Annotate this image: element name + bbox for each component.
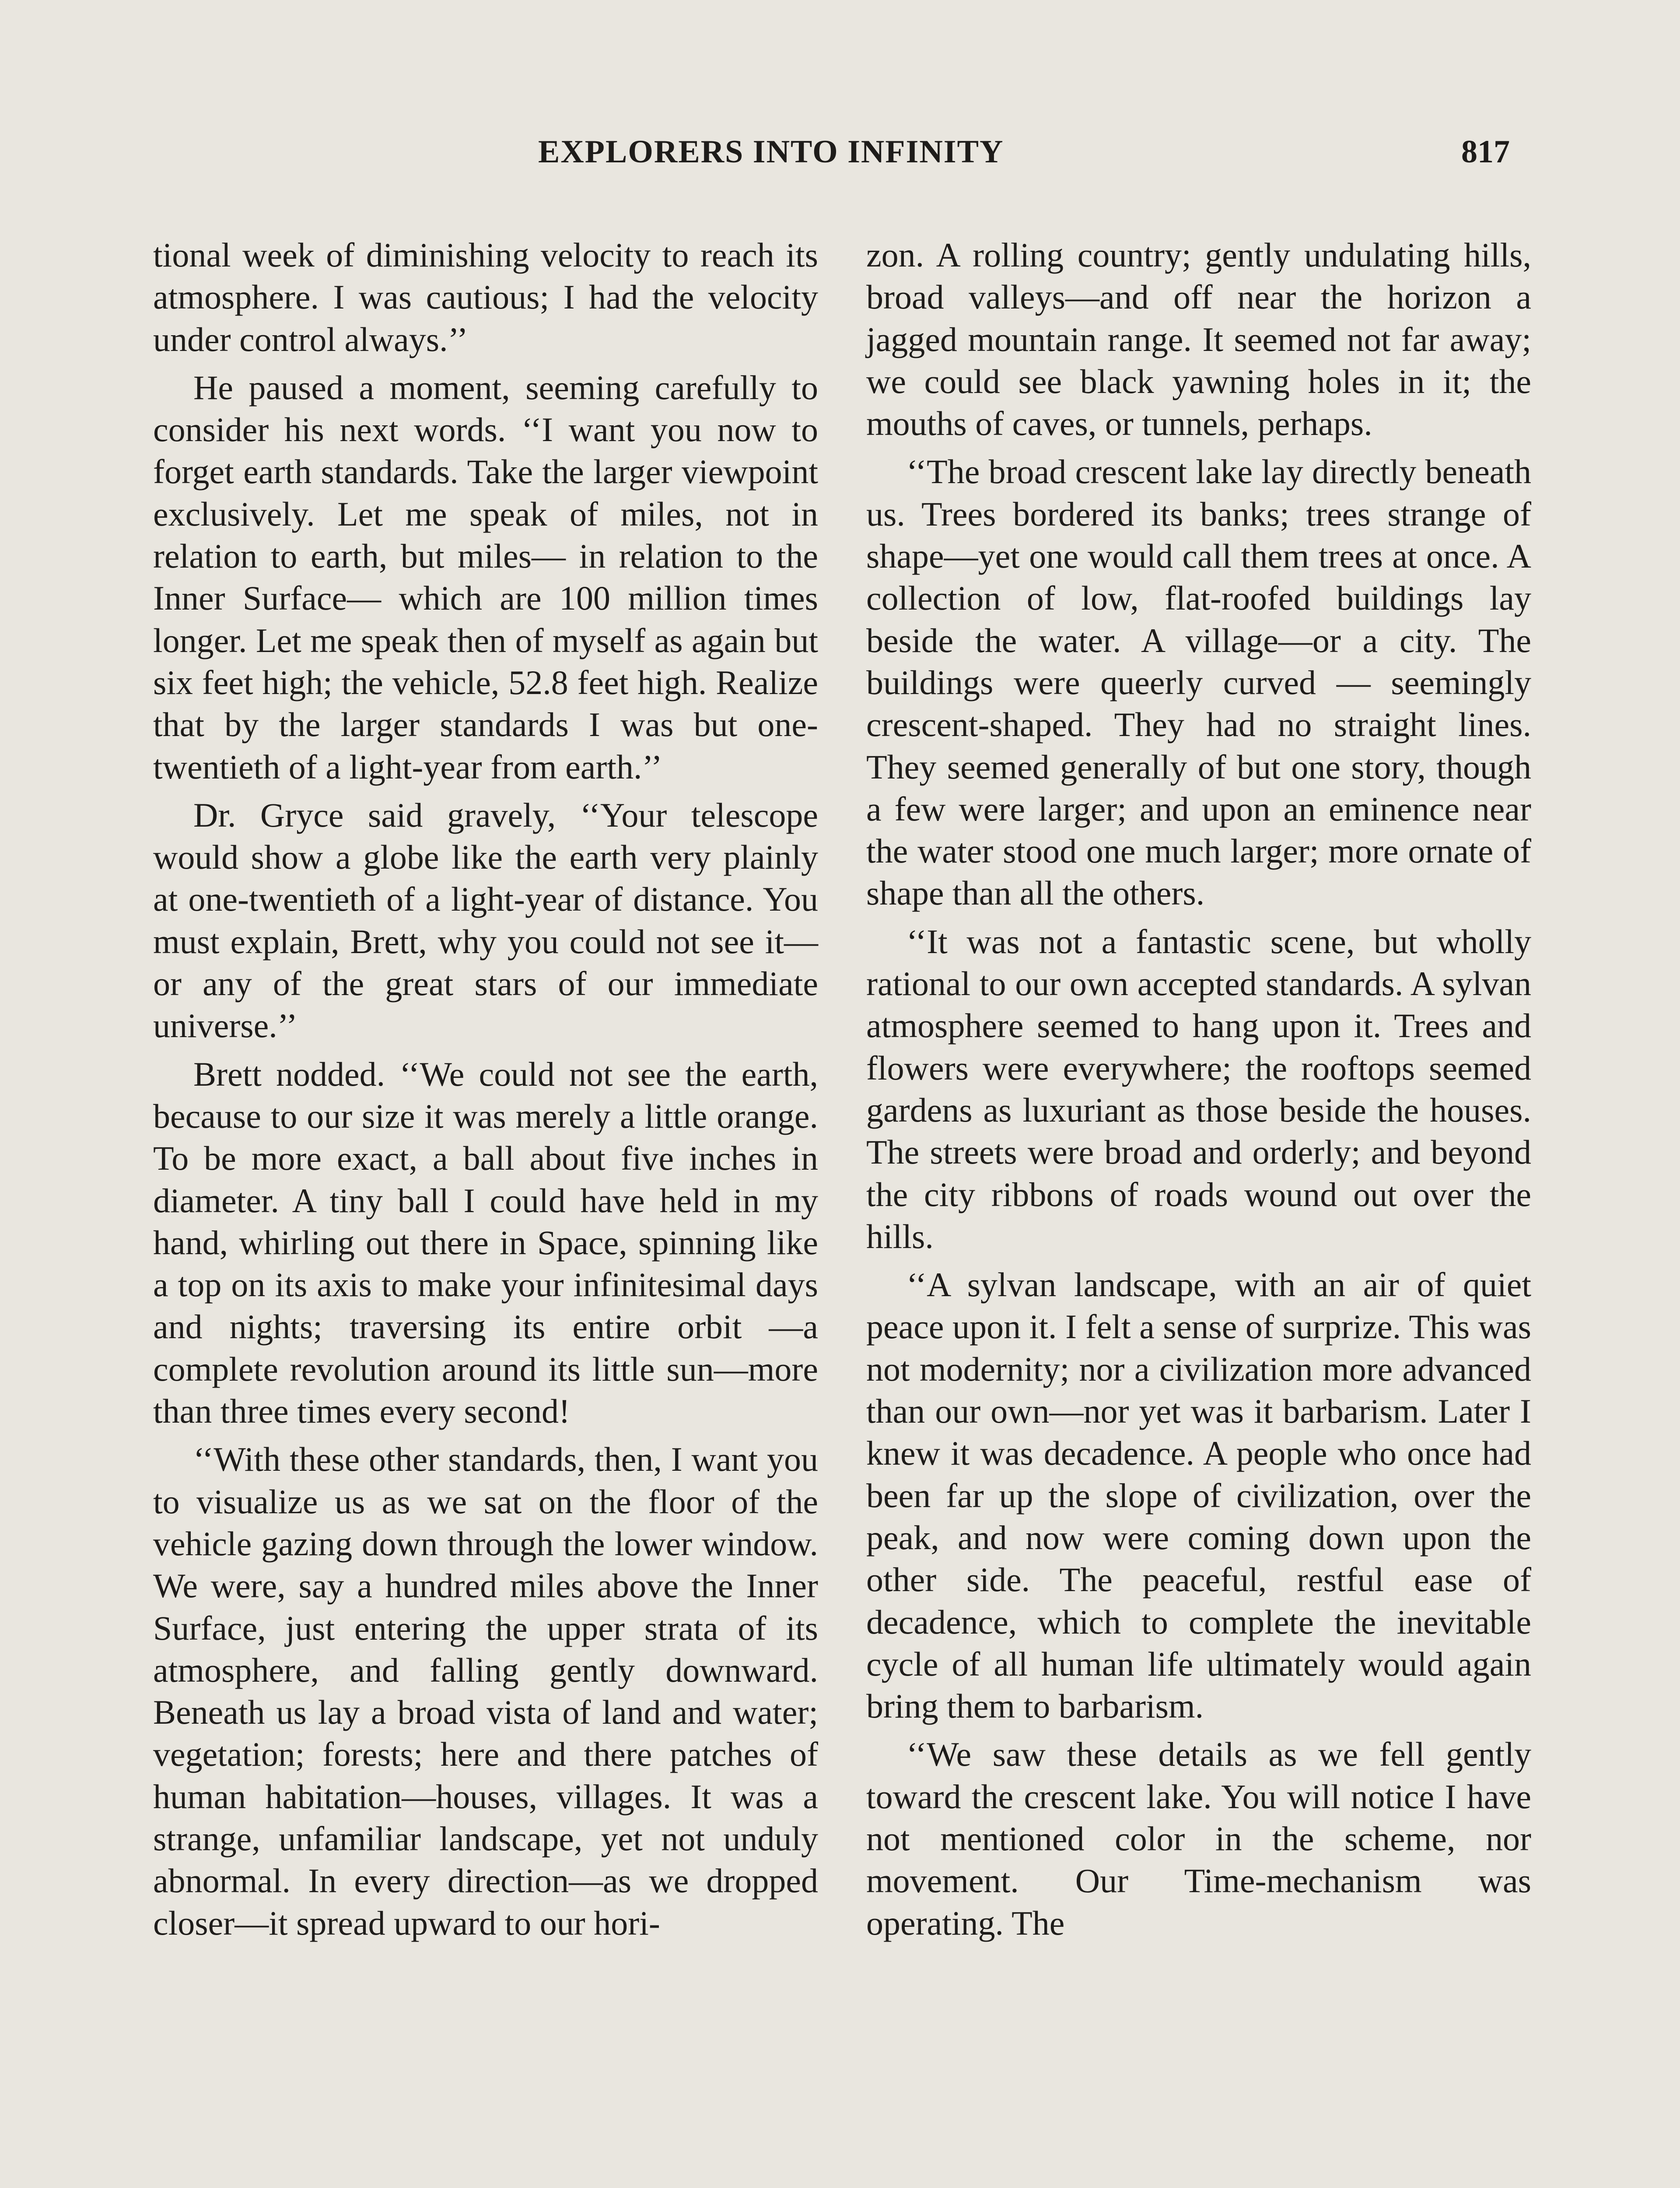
running-title: EXPLORERS INTO INFINITY xyxy=(538,134,1004,170)
paragraph: Dr. Gryce said gravely, ‘‘Your telescope would show a globe like the earth very plainly at one-twentieth of a light-year of distance. You must explain, Brett, why you could not see it—or any of the great stars of our immediate universe.’’ xyxy=(153,796,818,1045)
right-column xyxy=(866,234,1531,1950)
paragraph: ‘‘We saw these details as we fell gently toward the crescent lake. You will notice I have not mentioned color in the scheme, nor movement. Our Time-mechanism was operating. The xyxy=(866,1735,1531,1942)
left-column xyxy=(153,234,818,1950)
paragraph: He paused a moment, seeming carefully to consider his next words. ‘‘I want you now to forget earth standards. Take the larger viewpoint exclusively. Let me speak of miles, not in relation to earth, but miles— in relation to the Inner Surface— which are 100 million times longer. Let me speak then of myself as again but six feet high; the vehicle, 52.8 feet high. Realize that by the larger standards I was but one-twentieth of a light-year from earth.’’ xyxy=(153,368,818,786)
paragraph: ‘‘A sylvan landscape, with an air of quiet peace upon it. I felt a sense of surprize. This was not modernity; nor a civilization more advanced than our own—nor yet was it barbarism. Later I knew it was decadence. A people who once had been far up the slope of civilization, over the peak, and now were coming down upon the other side. The peaceful, restful ease of decadence, which to complete the inevitable cycle of all human life ultimately would again bring them to barbarism. xyxy=(866,1266,1531,1725)
paragraph: zon. A rolling country; gently undulating hills, broad valleys—and off near the horizon a jagged mountain range. It seemed not far away; we could see black yawning holes in it; the mouths of caves, or tunnels, perhaps. xyxy=(866,236,1531,443)
page-number: 817 xyxy=(1461,134,1510,170)
paragraph: ‘‘The broad crescent lake lay directly beneath us. Trees bordered its banks; trees strange of shape—yet one would call them trees at once. A collection of low, flat-roofed buildings lay beside the water. A village—or a city. The buildings were queerly curved — seemingly crescent-shaped. They had no straight lines. They seemed generally of but one story, though a few were larger; and upon an eminence near the water stood one much larger; more ornate of shape than all the others. xyxy=(866,452,1531,912)
paragraph: ‘‘With these other standards, then, I want you to visualize us as we sat on the floor of the vehicle gazing down through the lower window. We were, say a hundred miles above the Inner Surface, just entering the upper strata of its atmosphere, and falling gently downward. Beneath us lay a broad vista of land and water; vegetation; forests; here and there patches of human habitation—houses, villages. It was a strange, unfamiliar landscape, yet not unduly abnormal. In every direction—as we dropped closer—it spread upward to our hori- xyxy=(153,1440,818,1942)
paragraph: tional week of diminishing velocity to reach its atmosphere. I was cautious; I had the velocity under control always.’’ xyxy=(153,236,818,358)
paragraph: Brett nodded. ‘‘We could not see the earth, because to our size it was merely a little orange. To be more exact, a ball about five inches in diameter. A tiny ball I could have held in my hand, whirling out there in Space, spinning like a top on its axis to make your infinitesimal days and nights; traversing its entire orbit —a complete revolution around its little sun—more than three times every second! xyxy=(153,1055,818,1431)
running-header xyxy=(0,133,1680,182)
paragraph: ‘‘It was not a fantastic scene, but wholly rational to our own accepted standards. A sylvan atmosphere seemed to hang upon it. Trees and flowers were everywhere; the rooftops seemed gardens as luxuriant as those beside the houses. The streets were broad and orderly; and beyond the city ribbons of roads wound out over the hills. xyxy=(866,922,1531,1255)
